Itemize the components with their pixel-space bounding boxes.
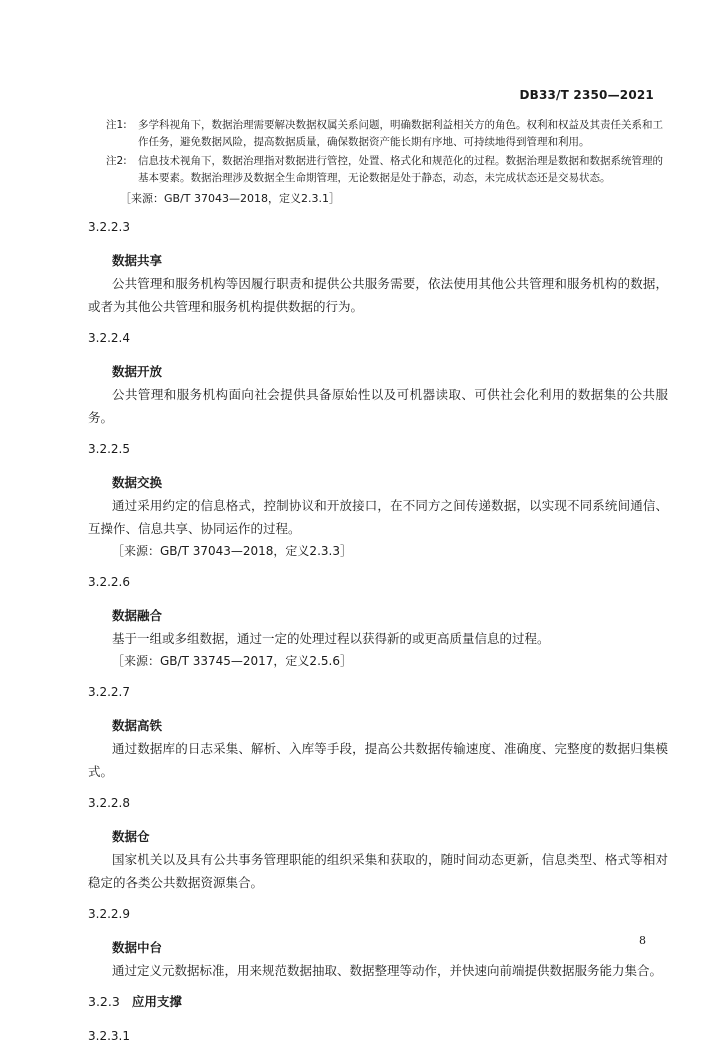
note-label: 注1:	[106, 119, 127, 131]
notes-source: ［来源：GB/T 37043—2018，定义2.3.1］	[120, 192, 340, 205]
term-definition: 通过数据库的日志采集、解析、入库等手段，提高公共数据传输速度、准确度、完整度的数据归集模式。	[88, 741, 668, 779]
clause-number: 3.2.2.4	[88, 331, 130, 345]
note-label: 注2:	[106, 155, 127, 167]
note-1	[106, 117, 666, 151]
term-entry	[88, 327, 668, 429]
clause-number: 3.2.2.8	[88, 796, 130, 810]
clause-number: 3.2.2.9	[88, 907, 130, 921]
term-definition: 公共管理和服务机构面向社会提供具备原始性以及可机器读取、可供社会化利用的数据集的公共服务。	[88, 387, 668, 425]
page-number: 8	[639, 934, 646, 947]
term-definition: 基于一组或多组数据，通过一定的处理过程以获得新的或更高质量信息的过程。	[112, 631, 550, 646]
term-title: 数据仓	[112, 829, 150, 844]
note-text: 多学科视角下，数据治理需要解决数据权属关系问题，明确数据利益相关方的角色。权利和权益及其责任关系和工作任务，避免数据风险，提高数据质量，确保数据资产能长期有序地、可持续地得到管理和利用。	[138, 119, 663, 148]
term-entry	[88, 903, 668, 982]
term-source: ［来源：GB/T 33745—2017，定义2.5.6］	[112, 654, 352, 668]
main-content	[88, 216, 668, 1059]
clause-number: 3.2.2.7	[88, 685, 130, 699]
term-title: 数据中台	[112, 940, 163, 955]
term-title: 数据融合	[112, 608, 163, 623]
standard-code: DB33/T 2350—2021	[519, 88, 654, 102]
term-entry	[88, 681, 668, 783]
term-definition: 通过定义元数据标准，用来规范数据抽取、数据整理等动作，并快速向前端提供数据服务能力集合。	[112, 963, 663, 978]
term-entry	[88, 438, 668, 562]
term-entry	[88, 216, 668, 318]
term-definition: 通过采用约定的信息格式，控制协议和开放接口，在不同方之间传递数据，以实现不同系统间通信、互操作、信息共享、协同运作的过程。	[88, 498, 668, 536]
term-title: 数据开放	[112, 364, 163, 379]
note-2	[106, 153, 666, 187]
clause-number: 3.2.3.1	[88, 1029, 130, 1043]
term-title: 数据交换	[112, 475, 163, 490]
notes-block	[106, 117, 666, 207]
subsection-title: 应用支撑	[131, 994, 182, 1009]
note-text: 信息技术视角下，数据治理指对数据进行管控，处置、格式化和规范化的过程。数据治理是数据和数据系统管理的基本要素。数据治理涉及数据全生命期管理，无论数据是处于静态，动态，未完成状态还是交易状态。	[138, 155, 663, 184]
term-entry	[88, 792, 668, 894]
clause-number: 3.2.2.6	[88, 575, 130, 589]
term-title: 数据高铁	[112, 718, 163, 733]
subsection-number: 3.2.3	[88, 994, 120, 1009]
term-definition: 国家机关以及具有公共事务管理职能的组织采集和获取的，随时间动态更新，信息类型、格式等相对稳定的各类公共数据资源集合。	[88, 852, 668, 890]
clause-number: 3.2.2.3	[88, 220, 130, 234]
term-source: ［来源：GB/T 37043—2018，定义2.3.3］	[112, 544, 352, 558]
subsection-heading	[88, 991, 668, 1013]
clause-number: 3.2.2.5	[88, 442, 130, 456]
term-entry	[88, 571, 668, 672]
term-title: 数据共享	[112, 253, 163, 268]
term-definition: 公共管理和服务机构等因履行职责和提供公共服务需要，依法使用其他公共管理和服务机构的数据，或者为其他公共管理和服务机构提供数据的行为。	[88, 276, 668, 314]
